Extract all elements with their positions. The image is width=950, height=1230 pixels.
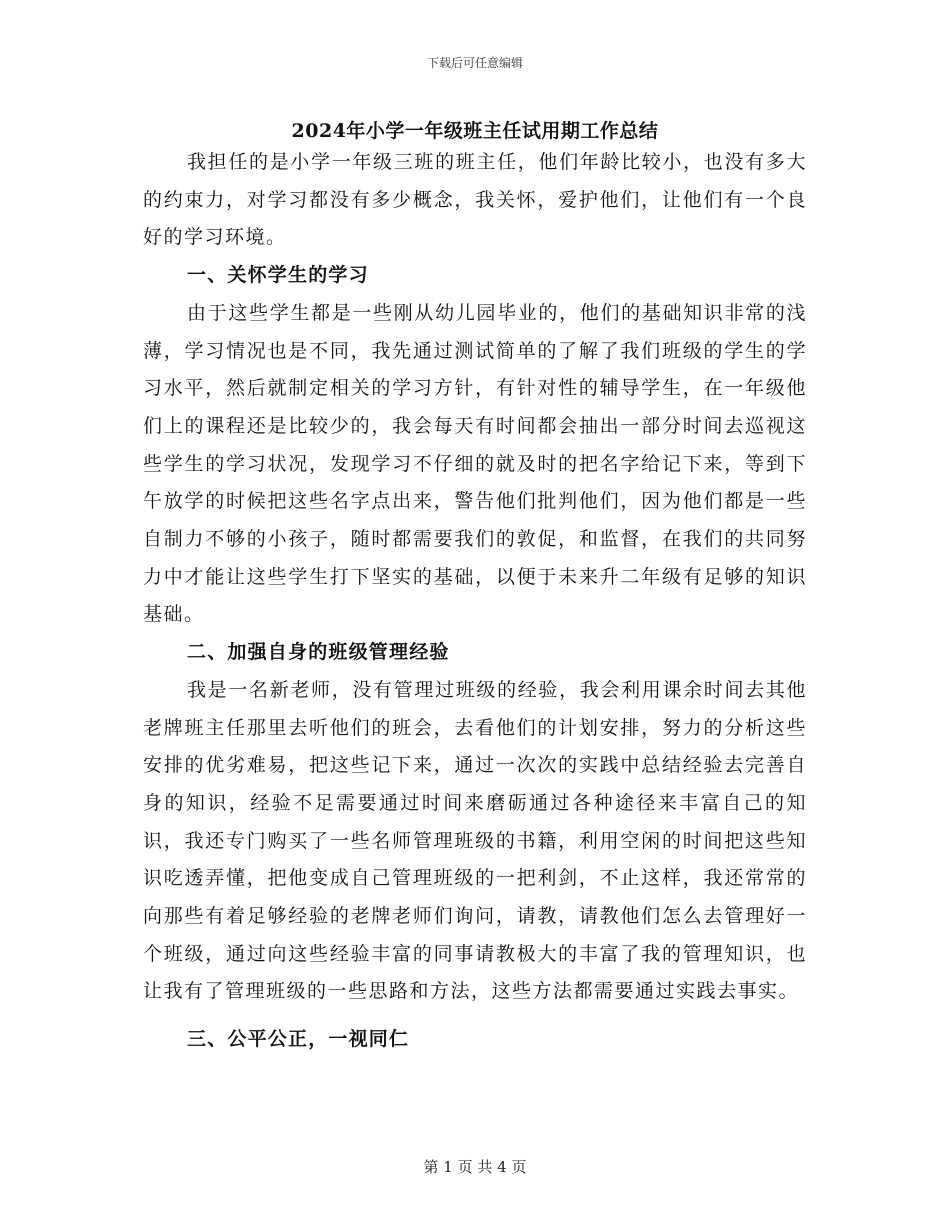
section-heading-1: 一、关怀学生的学习 [187,264,369,287]
section-paragraph-1: 由于这些学生都是一些刚从幼儿园毕业的，他们的基础知识非常的浅薄，学习情况也是不同，我先通过测试简单的了解了我们班级的学生的学习水平，然后就制定相关的学习方针，有针对性的辅导学生，在一年级他们上的课程还是比较少的，我会每天有时间都会抽出一部分时间去巡视这些学生的学习状况，发现学习不仔细的就及时的把名字给记下来，等到下午放学的时候把这些名字点出来，警告他们批判他们，因为他们都是一些自制力不够的小孩子，随时都需要我们的敦促，和监督，在我们的共同努力中才能让这些学生打下坚实的基础，以便于未来升二年级有足够的知识基础。 [143,301,807,626]
document-body [143,144,807,1059]
document-title: 2024年小学一年级班主任试用期工作总结 [291,120,659,142]
section-paragraph-2: 我是一名新老师，没有管理过班级的经验，我会利用课余时间去其他老牌班主任那里去听他们的班会，去看他们的计划安排，努力的分析这些安排的优劣难易，把这些记下来，通过一次次的实践中总结经验去完善自身的知识，经验不足需要通过时间来磨砺通过各种途径来丰富自己的知识，我还专门购买了一些名师管理班级的书籍，利用空闲的时间把这些知识吃透弄懂，把他变成自己管理班级的一把利剑，不止这样，我还常常的向那些有着足够经验的老牌老师们询问，请教，请教他们怎么去管理好一个班级，通过向这些经验丰富的同事请教极大的丰富了我的管理知识，也让我有了管理班级的一些思路和方法，这些方法都需要通过实践去事实。 [143,678,807,1003]
page-footer: 第 1 页 共 4 页 [423,1158,527,1176]
section-heading-2: 二、加强自身的班级管理经验 [187,641,450,664]
page-header: 下载后可任意编辑 [426,56,523,70]
section-heading-3: 三、公平公正，一视同仁 [187,1028,410,1051]
intro-paragraph: 我担任的是小学一年级三班的班主任，他们年龄比较小，也没有多大的约束力，对学习都没有多少概念，我关怀，爱护他们，让他们有一个良好的学习环境。 [143,151,807,249]
